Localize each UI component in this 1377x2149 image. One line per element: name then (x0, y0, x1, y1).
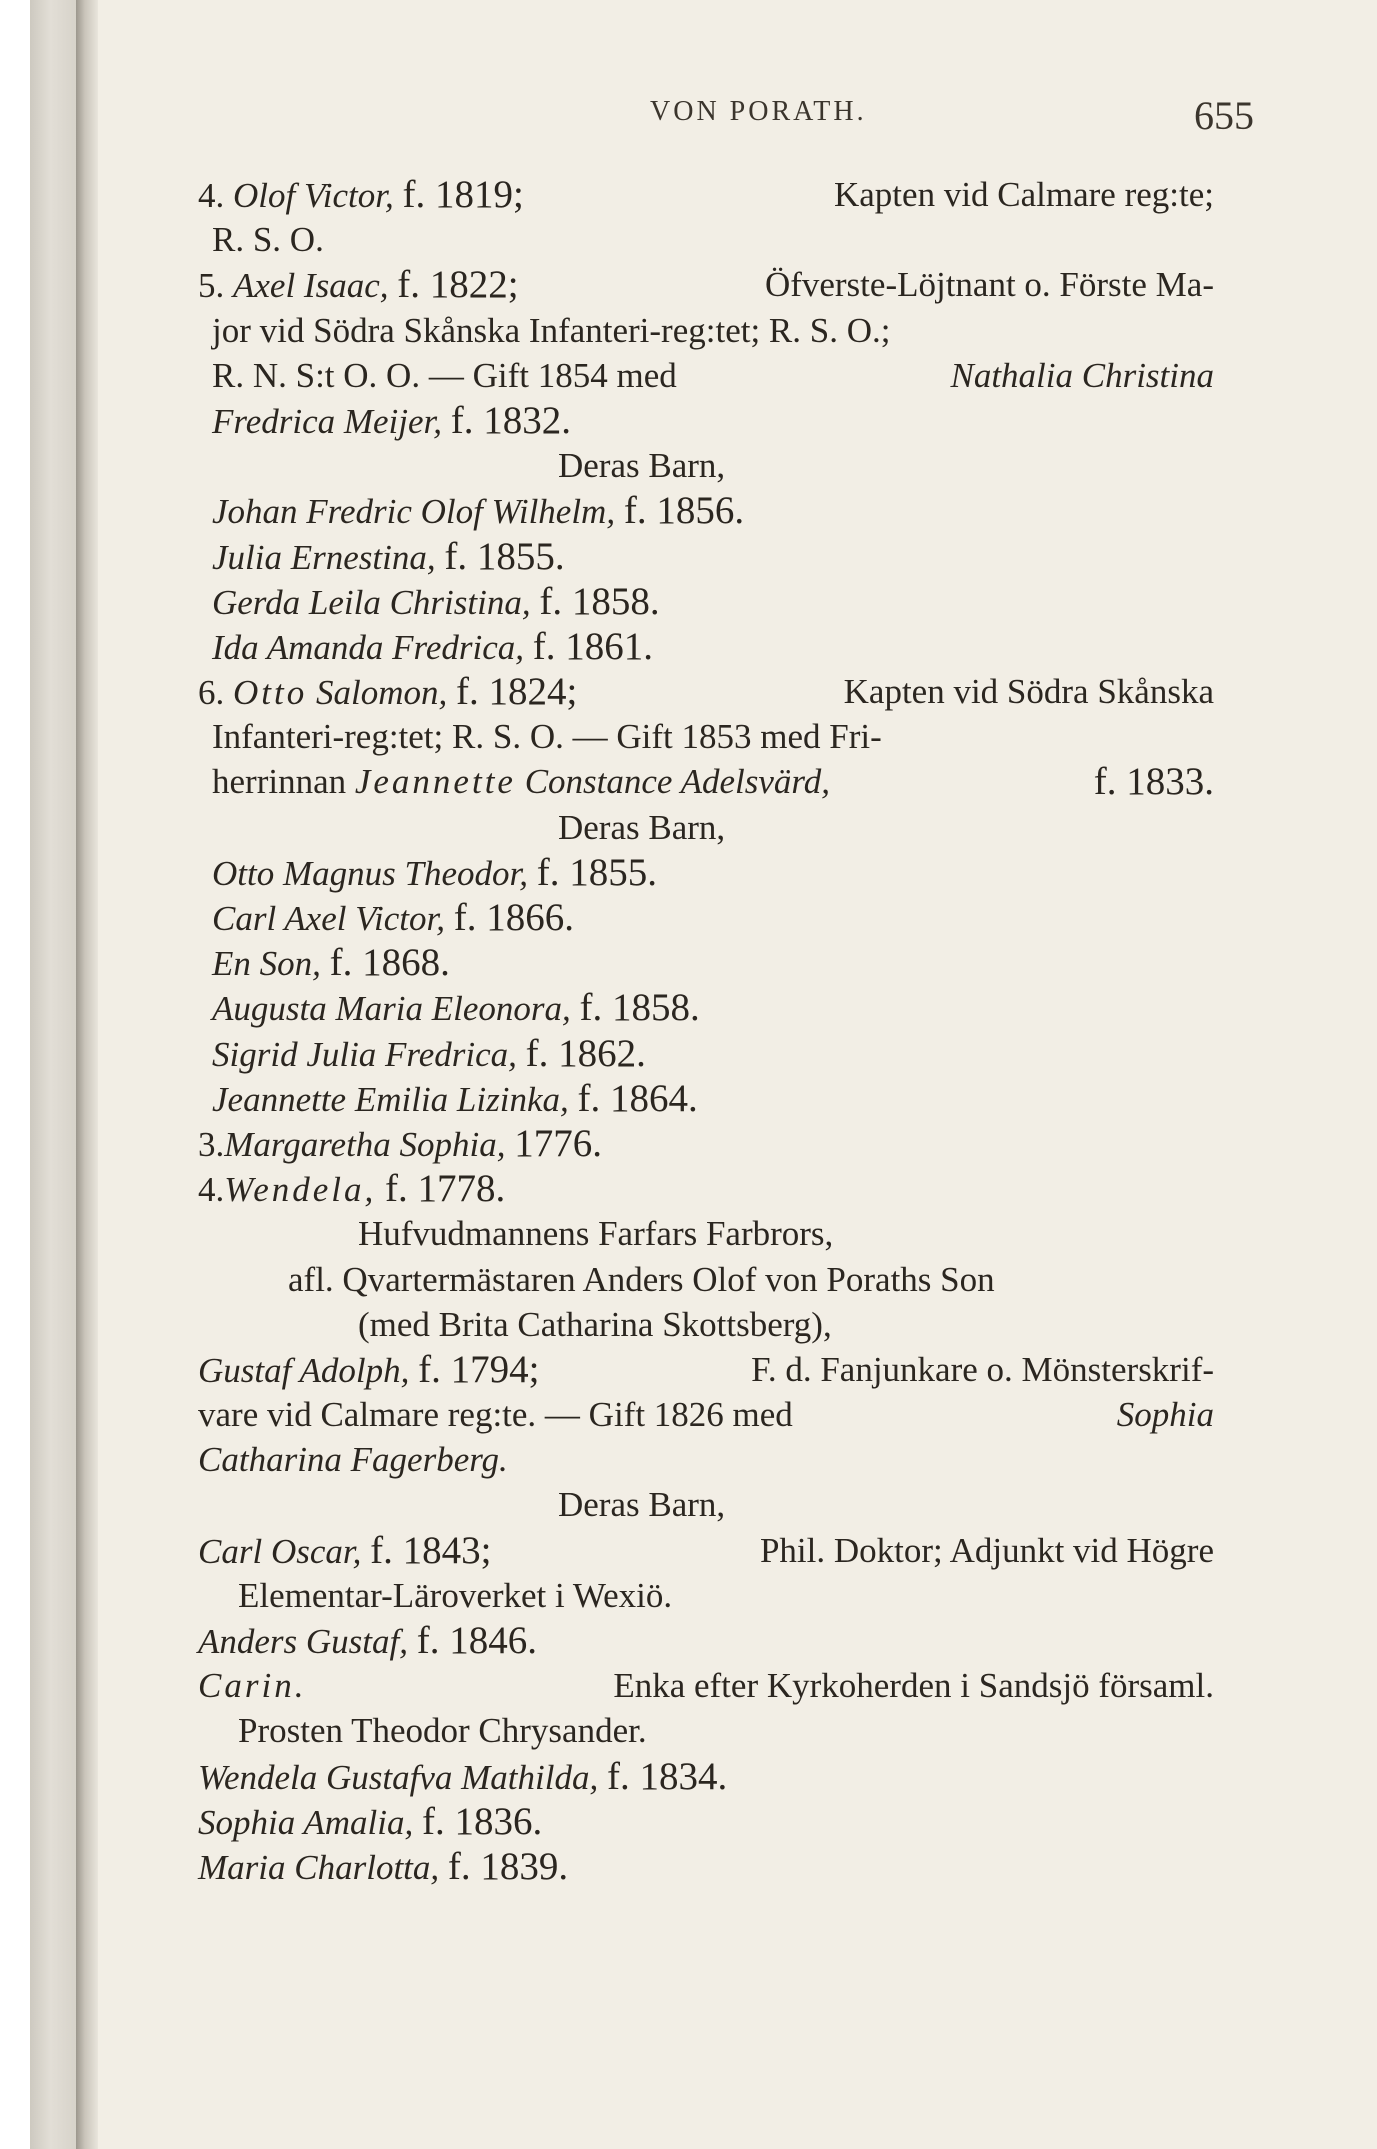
child-entry: Jeannette Emilia Lizinka, f. 1864. (212, 1076, 698, 1120)
entry-5-line-2: jor vid Södra Skånska Infanteri-reg:tet; R. S. O.; (212, 310, 891, 350)
person-name: Wendela, (224, 1170, 377, 1210)
entry-number: 5. (198, 266, 225, 306)
entry-5-line-3 (198, 353, 1214, 398)
entry-text: Kapten vid Calmare reg:te; (834, 175, 1214, 214)
person-name: Gustaf Adolph, (198, 1350, 410, 1390)
birth-year: f. 1794; (418, 1347, 540, 1391)
person-name: Carl Oscar, (198, 1531, 362, 1571)
gustaf-line-3 (198, 1437, 1214, 1482)
spouse-name: Nathalia Christina (950, 355, 1214, 395)
section-heading: afl. Qvartermästaren Anders Olof von Poraths Son (288, 1259, 995, 1299)
entry-text: F. d. Fanjunkare o. Mönsterskrif- (751, 1349, 1214, 1389)
running-title: VON PORATH. (650, 96, 867, 127)
spouse-name: Jeannette (354, 762, 516, 802)
birth-year: f. 1778. (385, 1167, 506, 1211)
entry-text: Öfverste-Löjtnant o. Förste Ma- (764, 265, 1214, 305)
scan-margin (0, 0, 30, 2149)
carl-line-2: Elementar-Läroverket i Wexiö. (238, 1575, 673, 1615)
spouse-name: Fredrica Meijer, (212, 401, 443, 441)
section-heading: (med Brita Catharina Skottsberg), (358, 1304, 832, 1344)
entry-text: Enka efter Kyrkoherden i Sandsjö församl. (613, 1666, 1214, 1706)
spouse-birth-year: f. 1832. (450, 398, 572, 442)
previous-page-edge (30, 0, 76, 2149)
child-entry: Julia Ernestina, f. 1855. (212, 534, 565, 578)
entry-number: 3. (198, 1124, 225, 1164)
gustaf-line-2 (198, 1392, 1214, 1437)
entry-5-line-1 (198, 262, 1214, 307)
page-number: 655 (1194, 93, 1254, 138)
birth-year: f. 1822; (397, 263, 519, 307)
child-entry: Otto Magnus Theodor, f. 1855. (212, 850, 657, 894)
children-heading: Deras Barn, (558, 446, 726, 486)
child-entry: Ida Amanda Fredrica, f. 1861. (212, 624, 654, 668)
birth-year: f. 1843; (370, 1528, 492, 1572)
maria-entry (198, 1844, 1214, 1889)
person-name: Salomon, (315, 673, 448, 713)
entry-4b (198, 1166, 1214, 1211)
person-name: Olof Victor, (233, 176, 394, 215)
entry-6-line-3 (198, 759, 1214, 804)
child-entry: En Son, f. 1868. (212, 941, 450, 985)
sophia-entry (198, 1799, 1214, 1844)
birth-year: f. 1834. (606, 1754, 728, 1798)
entry-number: 4. (198, 1170, 225, 1210)
child-entry: Gerda Leila Christina, f. 1858. (212, 579, 660, 623)
person-name: Margaretha Sophia, (224, 1124, 506, 1164)
carin-line-1 (198, 1663, 1214, 1708)
section-heading: Hufvudmannens Farfars Farbrors, (358, 1214, 834, 1254)
child-entry: Augusta Maria Eleonora, f. 1858. (212, 986, 700, 1030)
spouse-birth-year: f. 1833. (1093, 760, 1214, 804)
entry-5-line-4 (198, 398, 1214, 443)
children-heading: Deras Barn, (558, 807, 726, 847)
entry-3 (198, 1121, 1214, 1166)
person-name: Carin. (198, 1666, 307, 1706)
entry-number: 4. (198, 176, 225, 215)
entry-4-line-2: R. S. O. (212, 220, 324, 260)
birth-year: f. 1839. (447, 1844, 569, 1888)
person-name: Axel Isaac, (233, 266, 389, 306)
entry-number: 6. (198, 673, 225, 713)
child-entry: Johan Fredric Olof Wilhelm, f. 1856. (212, 489, 745, 533)
person-name: Maria Charlotta, (198, 1847, 440, 1887)
entry-4-line-1 (198, 172, 1214, 217)
entry-text: Kapten vid Södra Skånska (843, 672, 1214, 712)
book-gutter (76, 0, 98, 2149)
person-name: Sophia Amalia, (198, 1802, 414, 1842)
birth-year: f. 1824; (455, 670, 578, 714)
spouse-name: Constance Adelsvärd, (524, 762, 830, 802)
carl-line-1 (198, 1528, 1214, 1573)
child-entry: Carl Axel Victor, f. 1866. (212, 896, 574, 939)
child-entry: Sigrid Julia Fredrica, f. 1862. (212, 1031, 646, 1075)
entry-text: vare vid Calmare reg:te. — Gift 1826 med (198, 1395, 793, 1435)
wendela-entry (198, 1754, 1214, 1799)
running-header (98, 92, 1377, 138)
entry-6-line-2: Infanteri-reg:tet; R. S. O. — Gift 1853 med Fri- (212, 717, 882, 757)
entry-6-line-1 (198, 669, 1214, 714)
entry-text: R. N. S:t O. O. — Gift 1854 med (212, 355, 677, 395)
spouse-name: Sophia (1116, 1395, 1214, 1435)
spouse-name: Catharina Fagerberg. (198, 1440, 508, 1480)
birth-year: f. 1819; (402, 173, 524, 216)
person-name: Otto (233, 673, 308, 713)
birth-year: 1776. (514, 1121, 603, 1165)
birth-year: f. 1836. (421, 1799, 543, 1843)
gustaf-line-1 (198, 1347, 1214, 1392)
anders-entry (198, 1618, 1214, 1663)
children-heading: Deras Barn, (558, 1485, 726, 1525)
person-name: Wendela Gustafva Mathilda, (198, 1757, 599, 1797)
person-name: Anders Gustaf, (198, 1622, 408, 1661)
carin-line-2: Prosten Theodor Chrysander. (238, 1711, 647, 1751)
entry-text: Phil. Doktor; Adjunkt vid Högre (759, 1530, 1214, 1570)
birth-year: f. 1846. (416, 1619, 537, 1662)
page-text (198, 172, 1214, 1889)
entry-text: herrinnan (212, 762, 347, 802)
